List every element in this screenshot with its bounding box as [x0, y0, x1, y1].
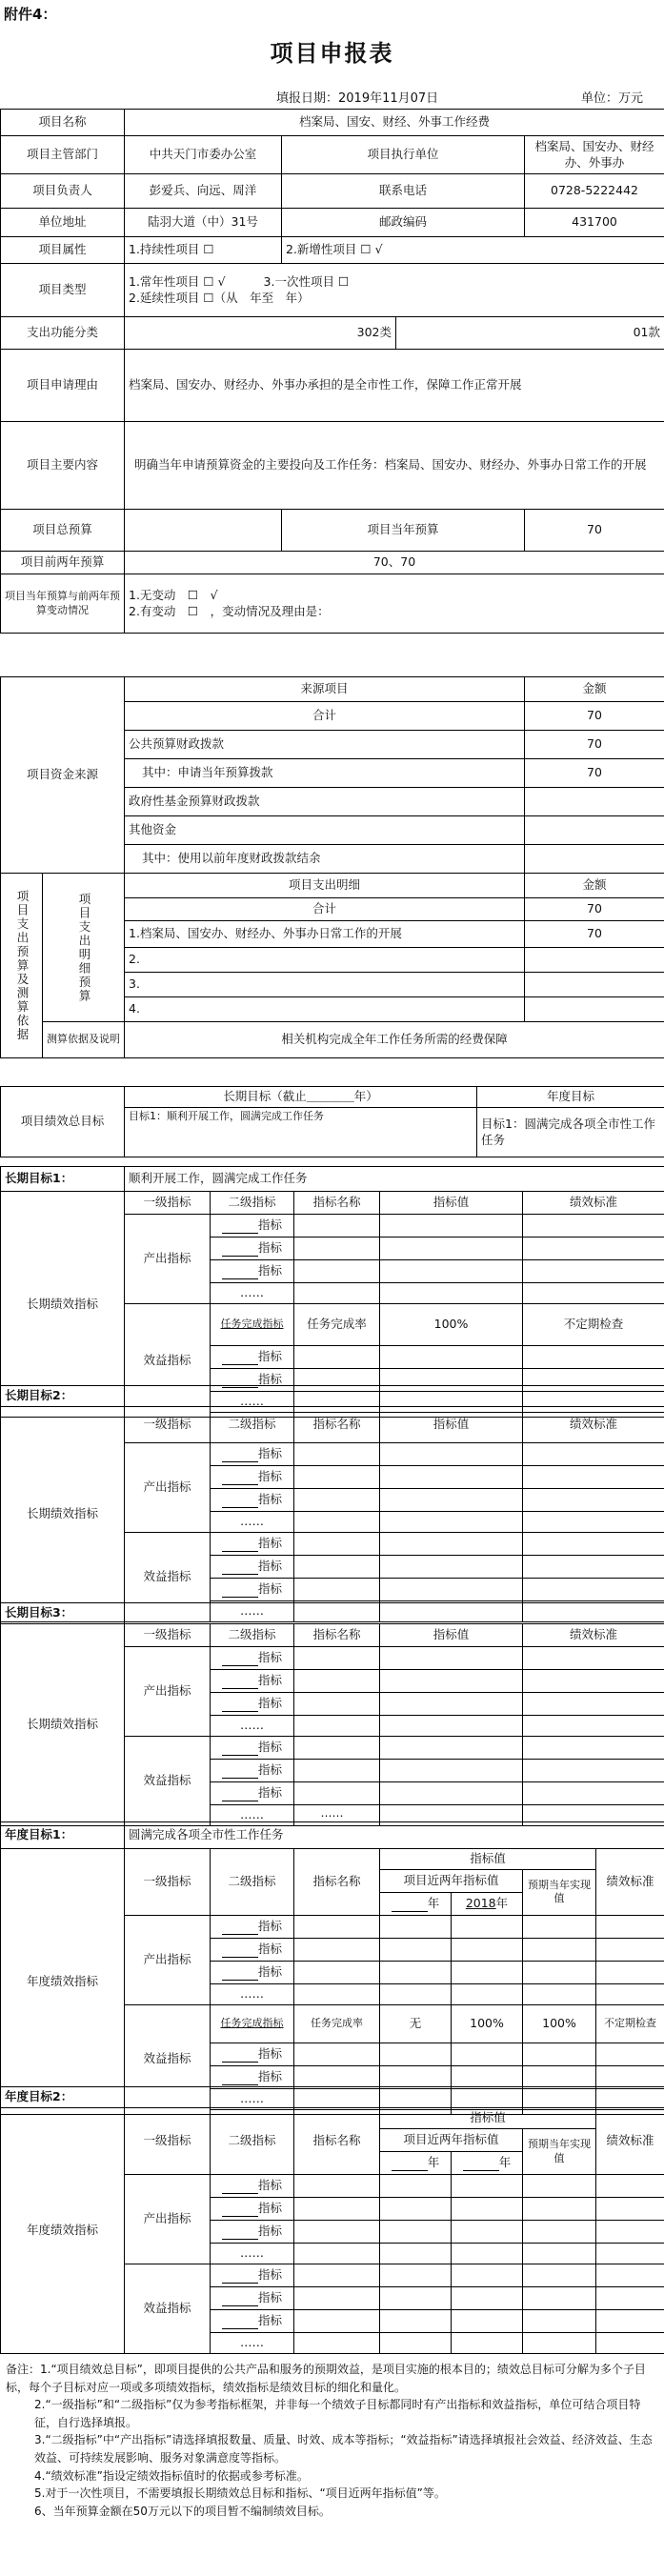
funds-row-amount: 70 [525, 702, 664, 731]
output-label: 产出指标 [125, 2175, 211, 2264]
sub-indicator: 指标 [257, 1559, 282, 1574]
attr-option-1: 1.持续性项目 ☐ [125, 237, 282, 264]
sub-indicator: 指标 [257, 2201, 282, 2216]
expense-row-name: 2. [125, 948, 525, 973]
col-l2: 二级指标 [211, 1624, 294, 1647]
col-l2: 二级指标 [211, 1407, 294, 1443]
col-l2: 二级指标 [211, 1192, 294, 1215]
col-l1: 一级指标 [125, 1849, 211, 1916]
year-goal-2-text [125, 2087, 664, 2108]
col-standard: 绩效标准 [596, 1849, 664, 1916]
year-suffix: 年 [427, 1895, 440, 1910]
expense-row-name: 4. [125, 997, 525, 1022]
cur-budget-label: 项目当年预算 [282, 510, 525, 552]
col-value: 指标值 [380, 1407, 523, 1443]
output-label: 产出指标 [125, 1215, 211, 1304]
benefit-label: 效益指标 [125, 2264, 211, 2354]
funds-row-name: 其他资金 [125, 816, 525, 845]
long-indicator-label: 长期绩效指标 [1, 1192, 125, 1418]
long-goal-3-text [125, 1603, 664, 1624]
col-l1: 一级指标 [125, 1624, 211, 1647]
sub-indicator: 指标 [257, 1349, 282, 1364]
benefit-label: 效益指标 [125, 2004, 211, 2114]
dept-value: 中共天门市委办公室 [125, 136, 282, 174]
basis-value: 相关机构完成全年工作任务所需的经费保障 [125, 1022, 664, 1058]
reason-value: 档案局、国安办、财经办、外事办承担的是全市性工作，保障工作正常开展 [125, 350, 664, 422]
leader-value: 彭爱兵、向远、周洋 [125, 174, 282, 209]
output-label: 产出指标 [125, 1915, 211, 2004]
change-option-2: 2.有变动 ☐ ，变动情况及理由是： [129, 603, 330, 618]
sub-indicator: 指标 [257, 1446, 282, 1461]
funds-row-amount: 70 [525, 759, 664, 788]
type-option-3: 3.一次性项目 ☐ [263, 273, 350, 289]
task-name: 任务完成率 [294, 1304, 380, 1346]
benefit-label: 效益指标 [125, 1533, 211, 1622]
sub-indicator: 指标 [257, 2045, 282, 2061]
year-goal-2-head: 年度目标2： [1, 2087, 125, 2108]
expense-row-name: 合计 [125, 898, 525, 921]
exec-value: 档案局、国安办、财经办、外事办 [525, 136, 664, 174]
type-option-1: 1.常年性项目 ☐ √ [129, 273, 226, 289]
task-sub: 任务完成指标 [211, 1304, 294, 1346]
expense-col-detail: 项目支出明细 [125, 874, 525, 898]
expense-outer-label: 项目支出预算及测算依据 [1, 874, 43, 1058]
funds-row-amount [525, 788, 664, 816]
dots: …… [211, 1805, 294, 1826]
expense-row-amount [525, 997, 664, 1022]
expense-row-name: 3. [125, 973, 525, 997]
sub-indicator: 指标 [257, 1218, 282, 1233]
attr-option-2: 2.新增性项目 ☐ √ [282, 237, 664, 264]
sub-indicator: 指标 [257, 1785, 282, 1801]
sub-indicator: 指标 [257, 1740, 282, 1755]
dots: …… [211, 1601, 294, 1622]
col-standard: 绩效标准 [523, 1624, 664, 1647]
basis-label: 测算依据及说明 [43, 1022, 125, 1058]
note-item: 2.“一级指标”和“二级指标”仅为参考指标框架，并非每一个绩效子目标都同时有产出指标和效益指标，单位可结合项目特征，自行选择填报。 [34, 2398, 641, 2429]
content-label: 项目主要内容 [1, 422, 125, 510]
funds-col-amount: 金额 [525, 677, 664, 702]
col-name: 指标名称 [294, 1849, 380, 1916]
note-item: 6、当年预算金额在50万元以下的项目暂不编制绩效目标。 [34, 2504, 331, 2518]
year-goal-2-table [0, 2086, 664, 2354]
col-value: 指标值 [380, 1192, 523, 1215]
project-name-label: 项目名称 [1, 110, 125, 136]
perf-label: 项目绩效总目标 [1, 1087, 125, 1157]
output-label: 产出指标 [125, 1647, 211, 1737]
reason-label: 项目申请理由 [1, 350, 125, 422]
col-standard: 绩效标准 [523, 1407, 664, 1443]
expense-row-amount [525, 973, 664, 997]
change-option-1: 1.无变动 ☐ √ [129, 587, 218, 602]
content-value: 明确当年申请预算资金的主要投向及工作任务：档案局、国安办、财经办、外事办日常工作的开展 [125, 422, 664, 510]
perf-long-head: 长期目标（截止＿＿＿＿年） [125, 1087, 477, 1108]
col-recent-two: 项目近两年指标值 [380, 2129, 523, 2152]
func-label: 支出功能分类 [1, 317, 125, 350]
funds-row-amount: 70 [525, 731, 664, 759]
phone-value: 0728-5222442 [525, 174, 664, 209]
col-l1: 一级指标 [125, 1192, 211, 1215]
attr-label: 项目属性 [1, 237, 125, 264]
task-standard: 不定期检查 [596, 2004, 664, 2043]
funds-row-name: 其中：申请当年预算拨款 [125, 759, 525, 788]
address-label: 单位地址 [1, 209, 125, 237]
sub-indicator: 指标 [257, 2224, 282, 2239]
dots: …… [211, 2244, 294, 2264]
col-name: 指标名称 [294, 1624, 380, 1647]
sub-indicator: 指标 [257, 1372, 282, 1387]
dots: …… [211, 2333, 294, 2354]
year-goal-1-head: 年度目标1： [1, 1822, 125, 1849]
prev-budget-label: 项目前两年预算 [1, 552, 125, 574]
leader-label: 项目负责人 [1, 174, 125, 209]
year-goal-1-text: 圆满完成各项全市性工作任务 [125, 1822, 664, 1849]
func-class: 302类 [125, 317, 396, 350]
perf-year-head: 年度目标 [477, 1087, 664, 1108]
note-item: 4.“绩效标准”指设定绩效指标值时的依据或参考标准。 [34, 2468, 309, 2483]
expected-value: 100% [523, 2004, 596, 2043]
dots: …… [211, 1512, 294, 1533]
funds-row-name: 合计 [125, 702, 525, 731]
notes-block [6, 2361, 658, 2520]
sub-indicator: 指标 [257, 1469, 282, 1484]
perf-target-table [0, 1086, 664, 1157]
sub-indicator: 指标 [257, 1492, 282, 1507]
expense-row-amount: 70 [525, 898, 664, 921]
address-value: 陆羽大道（中）31号 [125, 209, 282, 237]
sub-indicator: 指标 [257, 1673, 282, 1688]
col-value: 指标值 [380, 1849, 596, 1870]
sub-indicator: 指标 [257, 1263, 282, 1278]
func-item: 01款 [396, 317, 664, 350]
perf-long-target: 目标1：顺利开展工作，圆满完成工作任务 [125, 1108, 477, 1157]
page-title: 项目申报表 [270, 40, 394, 67]
sub-indicator: 指标 [257, 1941, 282, 1956]
exec-label: 项目执行单位 [282, 136, 525, 174]
expense-inner-label: 项目支出明细预算 [43, 874, 125, 1022]
col-l2: 二级指标 [211, 2108, 294, 2175]
change-label: 项目当年预算与前两年预算变动情况 [1, 574, 125, 634]
annex-label: 附件4： [4, 6, 57, 23]
expense-row-amount [525, 948, 664, 973]
col-expected: 预期当年实现值 [523, 2129, 596, 2175]
year-suffix: 年 [427, 2155, 440, 2170]
perf-year-target: 目标1：圆满完成各项全市性工作任务 [477, 1108, 664, 1157]
long-goal-2-table [0, 1385, 664, 1622]
col-standard: 绩效标准 [523, 1192, 664, 1215]
dots: …… [211, 2088, 294, 2109]
col-name: 指标名称 [294, 2108, 380, 2175]
year-suffix: 年 [495, 1895, 509, 1910]
funds-table [0, 676, 664, 874]
unit-label: 单位：万元 [581, 91, 644, 106]
dept-label: 项目主管部门 [1, 136, 125, 174]
funds-label: 项目资金来源 [1, 677, 125, 874]
task-name: 任务完成率 [294, 2004, 380, 2043]
basic-info-table [0, 109, 664, 634]
year-2018: 2018 [465, 1895, 496, 1910]
funds-col-source: 来源项目 [125, 677, 525, 702]
year-goal-1-table [0, 1821, 664, 2115]
dots: …… [211, 1392, 294, 1413]
dots: …… [211, 1716, 294, 1737]
task-standard: 不定期检查 [523, 1304, 664, 1346]
postcode-value: 431700 [525, 209, 664, 237]
funds-row-amount [525, 816, 664, 845]
project-name: 档案局、国安、财经、外事工作经费 [125, 110, 664, 136]
expense-row-amount: 70 [525, 921, 664, 948]
recent-value-2: 100% [452, 2004, 523, 2043]
col-name: 指标名称 [294, 1407, 380, 1443]
year-indicator-label: 年度绩效指标 [1, 2108, 125, 2354]
recent-value-1: 无 [380, 2004, 452, 2043]
cur-budget-value: 70 [525, 510, 664, 552]
sub-indicator: 指标 [257, 1963, 282, 1979]
report-date: 填报日期：2019年11月07日 [276, 91, 439, 106]
col-standard: 绩效标准 [596, 2108, 664, 2175]
col-l2: 二级指标 [211, 1849, 294, 1916]
long-goal-2-text [125, 1386, 664, 1407]
col-l1: 一级指标 [125, 1407, 211, 1443]
funds-row-amount [525, 845, 664, 874]
budget-label: 项目总预算 [1, 510, 125, 552]
note-item: 3.“二级指标”中“产出指标”请选择填报数量、质量、时效、成本等指标；“效益指标”请选择填报社会效益、经济效益、生态效益、可持续发展影响、服务对象满意度等指标。 [34, 2433, 653, 2465]
dots: …… [211, 1283, 294, 1304]
funds-row-name: 公共预算财政拨款 [125, 731, 525, 759]
note-item: 备注：1.“项目绩效总目标”，即项目提供的公共产品和服务的预期效益，是项目实施的根本目的；绩效总目标可分解为多个子目标，每个子目标对应一项或多项绩效指标，绩效指标是绩效目标的细化和量化。 [6, 2363, 646, 2394]
long-goal-1-text: 顺利开展工作，圆满完成工作任务 [125, 1167, 664, 1192]
col-value: 指标值 [380, 1624, 523, 1647]
output-label: 产出指标 [125, 1443, 211, 1533]
year-suffix: 年 [498, 2155, 512, 2170]
prev-budget-value: 70、70 [125, 552, 664, 574]
type-option-2: 2.延续性项目 ☐（从 年至 年） [129, 290, 310, 305]
sub-indicator: 指标 [257, 2290, 282, 2305]
long-goal-2-head: 长期目标2： [1, 1386, 125, 1407]
benefit-label: 效益指标 [125, 1304, 211, 1418]
type-label: 项目类型 [1, 264, 125, 317]
sub-indicator: 指标 [257, 1581, 282, 1597]
year-indicator-label: 年度绩效指标 [1, 1849, 125, 2115]
sub-indicator: 指标 [257, 2267, 282, 2283]
middle-dots: …… [320, 1806, 344, 1820]
funds-row-name: 其中：使用以前年度财政拨款结余 [125, 845, 525, 874]
sub-indicator: 指标 [257, 1762, 282, 1778]
long-goal-1-table [0, 1166, 664, 1418]
funds-row-name: 政府性基金预算财政拨款 [125, 788, 525, 816]
col-l1: 一级指标 [125, 2108, 211, 2175]
task-value: 100% [380, 1304, 523, 1346]
sub-indicator: 指标 [257, 1650, 282, 1665]
task-sub: 任务完成指标 [211, 2004, 294, 2043]
sub-indicator: 指标 [257, 1536, 282, 1551]
sub-indicator: 指标 [257, 2178, 282, 2193]
note-item: 5.对于一次性项目，不需要填报长期绩效总目标和指标、“项目近两年指标值”等。 [34, 2486, 446, 2501]
sub-indicator: 指标 [257, 2313, 282, 2328]
long-indicator-label: 长期绩效指标 [1, 1624, 125, 1826]
col-name: 指标名称 [294, 1192, 380, 1215]
expense-row-name: 1.档案局、国安办、财经办、外事办日常工作的开展 [125, 921, 525, 948]
sub-indicator: 指标 [257, 2068, 282, 2083]
phone-label: 联系电话 [282, 174, 525, 209]
col-value: 指标值 [380, 2108, 596, 2129]
dots: …… [211, 1983, 294, 2004]
benefit-label: 效益指标 [125, 1737, 211, 1826]
expense-table [0, 873, 664, 1058]
long-goal-3-table [0, 1602, 664, 1826]
sub-indicator: 指标 [257, 1696, 282, 1711]
expense-col-amount: 金额 [525, 874, 664, 898]
postcode-label: 邮政编码 [282, 209, 525, 237]
long-goal-3-head: 长期目标3： [1, 1603, 125, 1624]
col-recent-two: 项目近两年指标值 [380, 1869, 523, 1892]
col-expected: 预期当年实现值 [523, 1869, 596, 1915]
sub-indicator: 指标 [257, 1918, 282, 1933]
sub-indicator: 指标 [257, 1240, 282, 1256]
long-indicator-label: 长期绩效指标 [1, 1407, 125, 1622]
long-goal-1-head: 长期目标1： [1, 1167, 125, 1192]
